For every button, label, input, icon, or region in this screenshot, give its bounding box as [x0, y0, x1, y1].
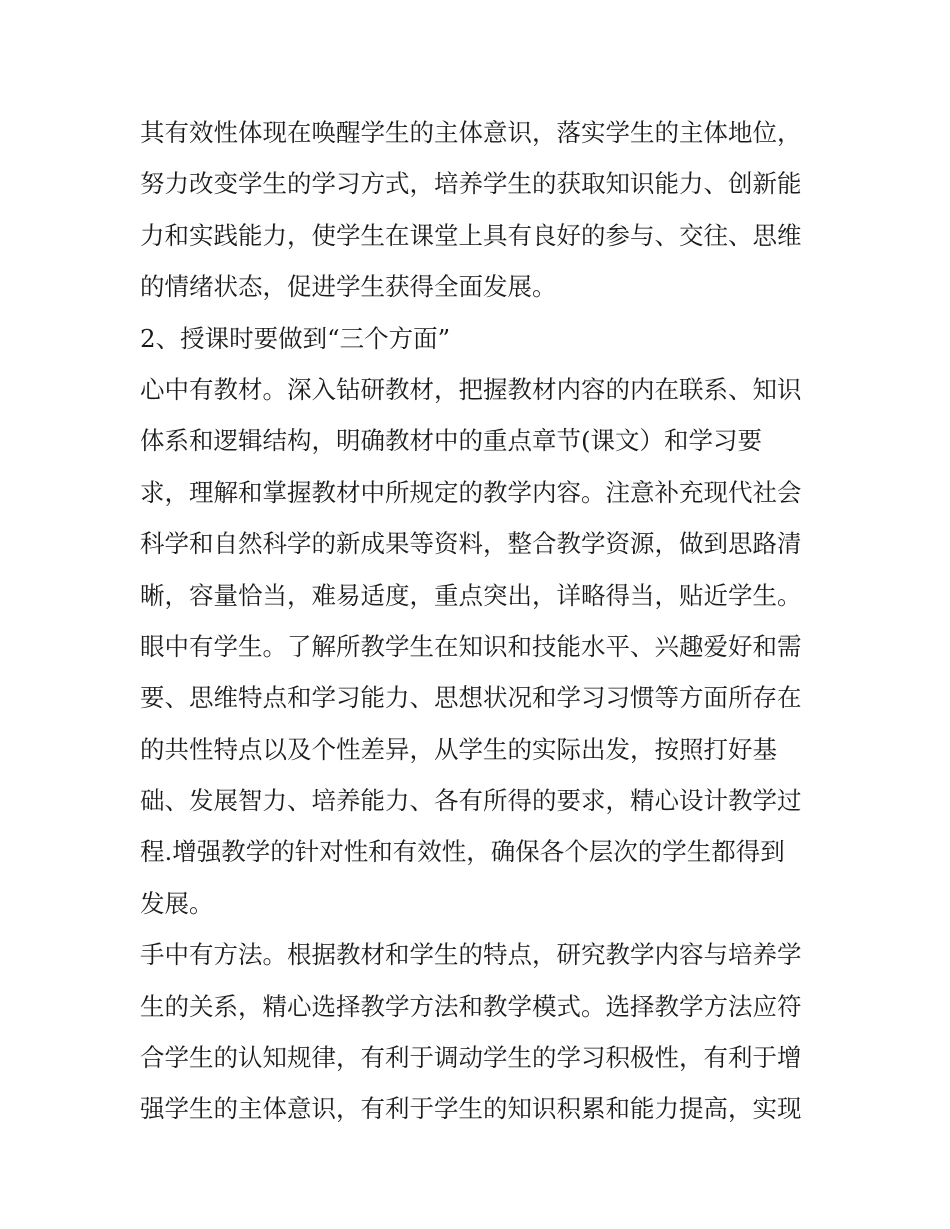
text-line: 努力改变学生的学习方式，培养学生的获取知识能力、创新能 [140, 169, 802, 199]
text-line: 科学和自然科学的新成果等资料，整合教学资源，做到思路清 [140, 529, 802, 559]
document-body [140, 107, 820, 1135]
text-line: 程.增强教学的针对性和有效性，确保各个层次的学生都得到 [140, 837, 785, 867]
section-heading: 2、授课时要做到“三个方面” [140, 323, 451, 353]
text-line: 要、思维特点和学习能力、思想状况和学习习惯等方面所存在 [140, 683, 802, 713]
text-line: 眼中有学生。了解所教学生在知识和技能水平、兴趣爱好和需 [140, 631, 802, 661]
text-line: 力和实践能力，使学生在课堂上具有良好的参与、交往、思维 [140, 220, 802, 250]
text-line: 发展。 [140, 888, 214, 918]
text-line: 体系和逻辑结构，明确教材中的重点章节(课文）和学习要 [140, 426, 763, 456]
text-line: 手中有方法。根据教材和学生的特点，研究教学内容与培养学 [140, 940, 802, 970]
text-line: 生的关系，精心选择教学方法和教学模式。选择教学方法应符 [140, 991, 802, 1021]
text-line: 强学生的主体意识，有利于学生的知识积累和能力提高，实现 [140, 1094, 802, 1124]
text-line: 心中有教材。深入钻研教材，把握教材内容的内在联系、知识 [140, 374, 802, 404]
text-line: 的共性特点以及个性差异，从学生的实际出发，按照打好基 [140, 734, 777, 764]
text-line: 础、发展智力、培养能力、各有所得的要求，精心设计教学过 [140, 786, 802, 816]
text-line: 晰，容量恰当，难易适度，重点突出，详略得当，贴近学生。 [140, 580, 802, 610]
text-line: 合学生的认知规律，有利于调动学生的学习积极性，有利于增 [140, 1043, 802, 1073]
text-line: 的情绪状态，促进学生获得全面发展。 [140, 272, 557, 302]
text-line: 其有效性体现在唤醒学生的主体意识，落实学生的主体地位， [140, 118, 802, 147]
text-line: 求，理解和掌握教材中所规定的教学内容。注意补充现代社会 [140, 477, 802, 507]
